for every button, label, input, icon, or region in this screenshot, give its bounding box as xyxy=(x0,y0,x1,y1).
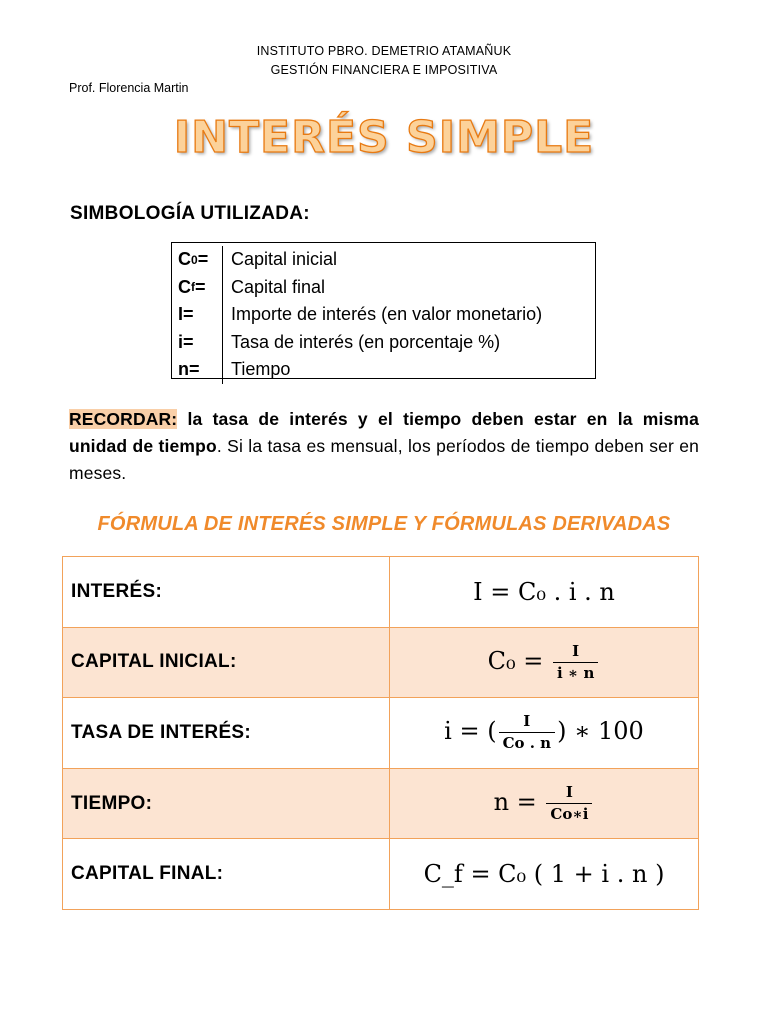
fraction xyxy=(499,714,556,751)
symbol-description: Tasa de interés (en porcentaje %) xyxy=(231,331,501,352)
reminder-bold-text: la tasa de interés y el tiempo deben estar en la misma unidad de tiempo xyxy=(69,409,699,456)
symbology-heading: SIMBOLOGÍA UTILIZADA: xyxy=(70,203,310,224)
professor-name: Prof. Florencia Martin xyxy=(69,81,189,95)
symbol-description: Capital inicial xyxy=(231,249,338,270)
fraction-numerator: I xyxy=(565,783,573,802)
symbol-key: C 0 = xyxy=(172,246,223,274)
symbol-description: Importe de interés (en valor monetario) xyxy=(231,304,543,325)
formula-row-tiempo xyxy=(63,768,699,839)
course-name: GESTIÓN FINANCIERA E IMPOSITIVA xyxy=(270,63,498,77)
formula-lhs: n = xyxy=(493,788,537,817)
symbol-description: Capital final xyxy=(231,276,326,297)
formula-tiempo xyxy=(390,768,699,839)
symbol-row-tasa xyxy=(172,329,595,357)
symbol-description: Tiempo xyxy=(231,359,291,380)
formula-tasa xyxy=(390,698,699,769)
formula-capital-final: C_f = C₀ ( 1 + i . n ) xyxy=(390,839,699,910)
formulas-heading: FÓRMULA DE INTERÉS SIMPLE Y FÓRMULAS DERIVADAS xyxy=(97,513,671,535)
formula-lhs: C₀ = xyxy=(487,646,544,675)
formula-rhs: ) ∗ 100 xyxy=(557,717,644,746)
fraction xyxy=(553,641,598,682)
fraction xyxy=(546,785,592,822)
formula-row-capital-final xyxy=(63,839,699,910)
symbol-key: i = xyxy=(172,329,223,357)
symbol-key: I = xyxy=(172,301,223,329)
fraction-denominator: i ∗ n xyxy=(553,662,598,681)
formula-interes: I = C₀ . i . n xyxy=(390,557,699,628)
fraction-denominator: Co∗i xyxy=(546,803,592,822)
reminder-text: . Si la tasa es mensual, los períodos de tiempo deben ser en meses. xyxy=(69,436,700,483)
formulas-table xyxy=(62,556,699,910)
symbol-key: n = xyxy=(172,356,223,384)
formula-label: CAPITAL FINAL: xyxy=(63,839,390,910)
symbol-row-capital-inicial xyxy=(172,246,595,274)
formula-row-tasa xyxy=(63,698,699,769)
formula-label: TASA DE INTERÉS: xyxy=(63,698,390,769)
formula-label: CAPITAL INICIAL: xyxy=(63,627,390,698)
formula-lhs: i = ( xyxy=(444,717,497,746)
fraction-denominator: Co . n xyxy=(499,732,556,751)
formula-row-capital-inicial xyxy=(63,627,699,698)
symbol-row-importe xyxy=(172,301,595,329)
formula-row-interes xyxy=(63,557,699,628)
fraction-numerator: I xyxy=(523,712,531,731)
reminder-label: RECORDAR: xyxy=(69,409,178,429)
symbol-key: C f = xyxy=(172,274,223,302)
formula-label: TIEMPO: xyxy=(63,768,390,839)
page-title: INTERÉS SIMPLE xyxy=(173,112,595,163)
institute-name: INSTITUTO PBRO. DEMETRIO ATAMAÑUK xyxy=(256,44,512,58)
symbology-table xyxy=(171,242,596,379)
symbol-row-capital-final xyxy=(172,274,595,302)
fraction-numerator: I xyxy=(572,641,580,660)
reminder-paragraph xyxy=(69,406,699,487)
formula-label: INTERÉS: xyxy=(63,557,390,628)
formula-capital-inicial xyxy=(390,627,699,698)
symbol-row-tiempo xyxy=(172,356,595,384)
